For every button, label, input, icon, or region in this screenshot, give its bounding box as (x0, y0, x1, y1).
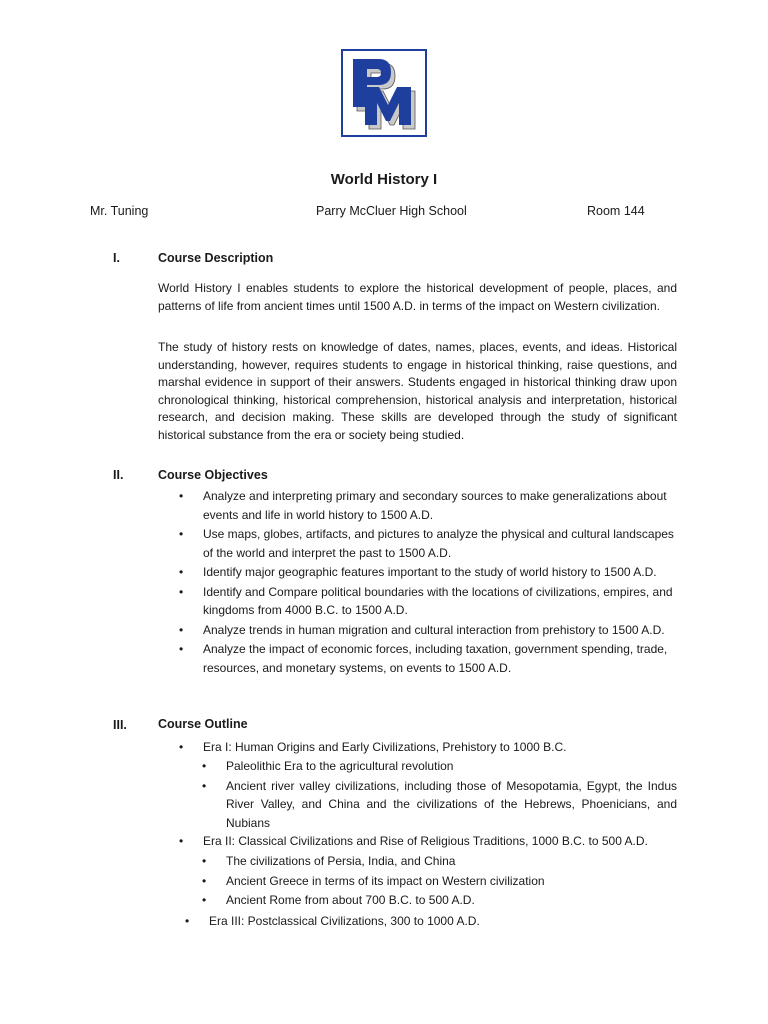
list-item-text: Ancient river valley civilizations, including those of Mesopotamia, Egypt, the Indus River Valley, and China and the civilizations of the Hebrews, Phoenicians, and Nubians (226, 778, 677, 830)
list-item-text: Era I: Human Origins and Early Civilizations, Prehistory to 1000 B.C. (203, 740, 567, 754)
list-item: • Ancient Rome from about 700 B.C. to 500 A.D. (202, 893, 475, 907)
list-item: • The civilizations of Persia, India, and China (202, 854, 456, 868)
school-logo (341, 49, 427, 137)
room-number: Room 144 (587, 204, 645, 218)
list-item-text: Era II: Classical Civilizations and Rise of Religious Traditions, 1000 B.C. to 500 A.D. (203, 834, 648, 848)
list-item: • Era III: Postclassical Civilizations, 300 to 1000 A.D. (185, 914, 480, 928)
list-item: • Use maps, globes, artifacts, and pictures to analyze the physical and cultural landscapes of the world and interpret the past to 1500 A.D. (179, 527, 674, 560)
list-item-text: Ancient Rome from about 700 B.C. to 500 A.D. (226, 893, 475, 907)
section-title: Course Objectives (158, 468, 268, 482)
objectives-list (179, 487, 677, 678)
section-number: I. (113, 251, 120, 265)
list-item: • Identify major geographic features important to the study of world history to 1500 A.D. (179, 565, 657, 579)
list-item: • Analyze the impact of economic forces, including taxation, government spending, trade, resources, and monetary systems, on events to 1500 A.D. (179, 642, 668, 675)
list-item-text: Analyze the impact of economic forces, including taxation, government spending, trade, resources, and monetary systems, on events to 1500 A.D. (203, 642, 668, 675)
list-item-text: Identify and Compare political boundaries with the locations of civilizations, empires, and kingdoms from 4000 B.C. to 1500 A.D. (203, 584, 673, 617)
list-item-text: Ancient Greece in terms of its impact on Western civilization (226, 873, 545, 888)
section-number: II. (113, 468, 124, 482)
list-item-text: The civilizations of Persia, India, and China (226, 854, 456, 868)
outline-sublist (202, 757, 677, 833)
list-item: • Identify and Compare political boundaries with the locations of civilizations, empires, and kingdoms from 4000 B.C. to 1500 A.D. (179, 584, 673, 617)
list-item-text: Analyze trends in human migration and cultural interaction from prehistory to 1500 A.D. (203, 622, 665, 637)
school-name: Parry McCluer High School (316, 204, 467, 218)
list-item-text: Paleolithic Era to the agricultural revolution (226, 759, 454, 773)
teacher-name: Mr. Tuning (90, 204, 149, 218)
outline-list (185, 912, 677, 932)
section-title: Course Description (158, 251, 274, 265)
list-item-text: Identify major geographic features important to the study of world history to 1500 A.D. (203, 565, 657, 579)
list-item: • Analyze and interpreting primary and secondary sources to make generalizations about events and life in world history to 1500 A.D. (179, 489, 667, 522)
list-item-text: Analyze and interpreting primary and secondary sources to make generalizations about events and life in world history to 1500 A.D. (203, 489, 667, 522)
list-item: • Analyze trends in human migration and cultural interaction from prehistory to 1500 A.D. (179, 622, 665, 637)
list-item-text: Use maps, globes, artifacts, and pictures to analyze the physical and cultural landscapes of the world and interpret the past to 1500 A.D. (203, 527, 674, 560)
outline-sublist (202, 852, 677, 911)
pm-monogram-icon (343, 51, 425, 135)
list-item: • Ancient Greece in terms of its impact on Western civilization (202, 873, 545, 888)
outline-list (179, 832, 677, 852)
section-title: Course Outline (158, 717, 248, 731)
list-item: • Era I: Human Origins and Early Civilizations, Prehistory to 1000 B.C. (179, 740, 567, 754)
list-item: • Ancient river valley civilizations, including those of Mesopotamia, Egypt, the Indus River Valley, and China and the civilizations of the Hebrews, Phoenicians, and Nubians (202, 778, 677, 830)
list-item-text: Era III: Postclassical Civilizations, 300 to 1000 A.D. (209, 914, 480, 928)
paragraph: The study of history rests on knowledge of dates, names, places, events, and ideas. Historical understanding, however, requires students to engage in historical thinking, raise questions, and marshal evidence in support of their answers. Students engaged in historical thinking draw upon chronological thinking, historical comprehension, historical analysis and interpretation, historical research, and decision making. These skills are developed through the study of significant historical substance from the era or society being studied. (158, 340, 677, 442)
list-item: • Paleolithic Era to the agricultural revolution (202, 759, 454, 773)
list-item: • Era II: Classical Civilizations and Rise of Religious Traditions, 1000 B.C. to 500 A.D. (179, 834, 648, 848)
outline-list (179, 738, 677, 758)
paragraph: World History I enables students to explore the historical development of people, places, and patterns of life from ancient times until 1500 A.D. in terms of the impact on Western civilization. (158, 281, 677, 313)
document-title: World History I (330, 171, 438, 188)
section-number: III. (113, 718, 127, 732)
